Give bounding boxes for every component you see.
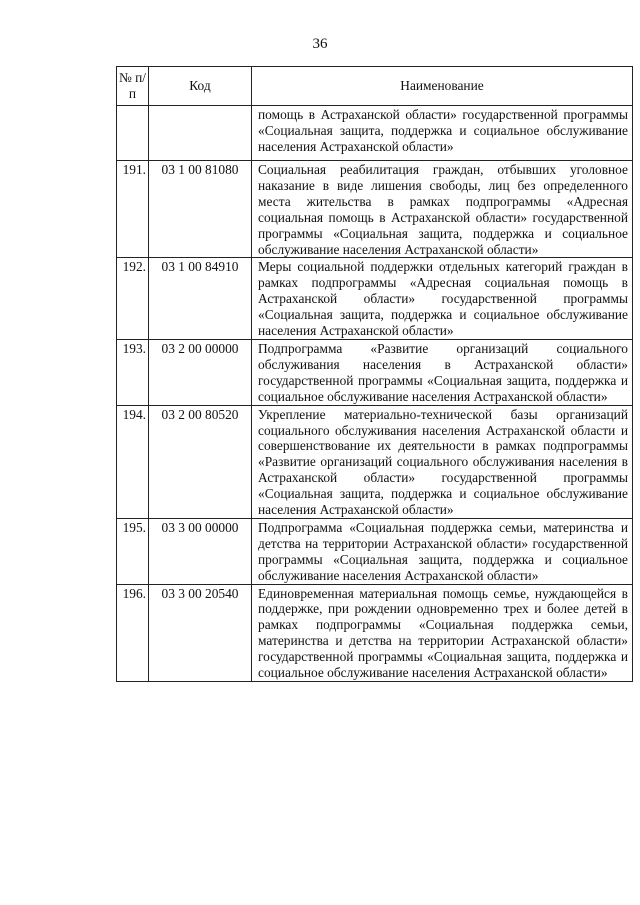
row-name: Социальная реабилитация граждан, отбывших уголовное наказание в виде лишения свободы, лиц без определенного места жительства в рамках подпрограммы «Адресная социальная помощь в Астраханской области» государственной программы «Социальная защита, поддержка и социальное обслуживание населения Астраханской области» xyxy=(252,161,633,258)
row-name: Подпрограмма «Социальная поддержка семьи, материнства и детства на территории Астраханской области» государственной программы «Социальная защита, поддержка и социальное обслуживание населения Астраханской области» xyxy=(252,518,633,584)
table-row xyxy=(117,584,633,681)
row-code: 03 2 00 80520 xyxy=(149,405,252,518)
table-header-row xyxy=(117,67,633,106)
row-name: Меры социальной поддержки отдельных категорий граждан в рамках подпрограммы «Адресная социальная помощь в Астраханской области» государственной программы «Социальная защита, поддержка и социальное обслуживание населения Астраханской области» xyxy=(252,258,633,340)
row-number: 195. xyxy=(117,518,149,584)
budget-codes-table xyxy=(116,66,633,682)
row-code: 03 1 00 81080 xyxy=(149,161,252,258)
header-code: Код xyxy=(149,67,252,106)
row-code: 03 3 00 00000 xyxy=(149,518,252,584)
row-number: 191. xyxy=(117,161,149,258)
table-row xyxy=(117,339,633,405)
row-number: 194. xyxy=(117,405,149,518)
row-number: 193. xyxy=(117,339,149,405)
row-name: Единовременная материальная помощь семье, нуждающейся в поддержке, при рождении одновременно трех и более детей в рамках подпрограммы «Социальная поддержка семьи, материнства и детства на территории Астраханской области» государственной программы «Социальная защита, поддержка и социальное обслуживание населения Астраханской области» xyxy=(252,584,633,681)
row-code: 03 2 00 00000 xyxy=(149,339,252,405)
table-row xyxy=(117,405,633,518)
continuation-name-cell: помощь в Астраханской области» государственной программы «Социальная защита, поддержка и социальное обслуживание населения Астраханской области» xyxy=(252,106,633,161)
row-number: 192. xyxy=(117,258,149,340)
header-number: № п/п xyxy=(117,67,149,106)
continuation-num-cell xyxy=(117,106,149,161)
table-row-continuation xyxy=(117,106,633,161)
header-name: Наименование xyxy=(252,67,633,106)
table-row xyxy=(117,518,633,584)
row-code: 03 1 00 84910 xyxy=(149,258,252,340)
row-number: 196. xyxy=(117,584,149,681)
continuation-code-cell xyxy=(149,106,252,161)
page-number: 36 xyxy=(312,36,328,52)
table-row xyxy=(117,258,633,340)
row-name: Укрепление материально-технической базы организаций социального обслуживания населения Астраханской области и совершенствование их деятельности в рамках подпрограммы «Развитие организаций социального обслуживания населения в Астраханской области» государственной программы «Социальная защита, поддержка и социальное обслуживание населения Астраханской области» xyxy=(252,405,633,518)
row-code: 03 3 00 20540 xyxy=(149,584,252,681)
table-row xyxy=(117,161,633,258)
row-name: Подпрограмма «Развитие организаций социального обслуживания населения в Астраханской области» государственной программы «Социальная защита, поддержка и социальное обслуживание населения Астраханской области» xyxy=(252,339,633,405)
